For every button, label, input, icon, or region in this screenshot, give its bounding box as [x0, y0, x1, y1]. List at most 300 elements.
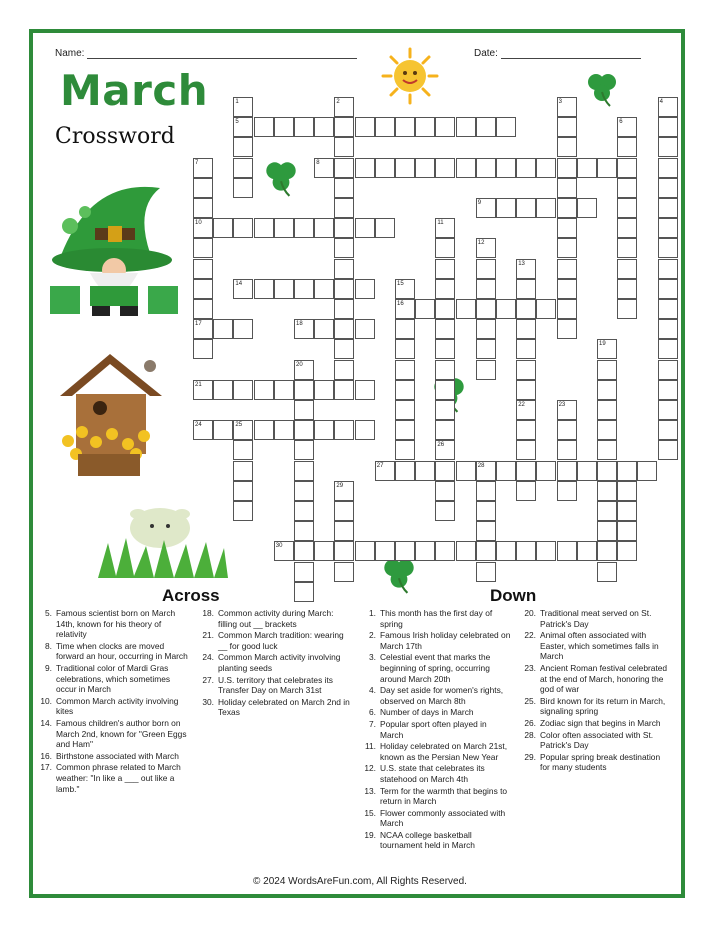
clue-text: Color often associated with St. Patrick's Day	[540, 729, 654, 751]
grid-cell[interactable]	[415, 117, 435, 137]
grid-cell[interactable]	[233, 178, 253, 198]
grid-cell[interactable]	[597, 481, 617, 501]
clue-text: Zodiac sign that begins in March	[540, 717, 661, 728]
grid-cell[interactable]	[597, 158, 617, 178]
grid-cell[interactable]	[233, 380, 253, 400]
grid-cell[interactable]	[476, 117, 496, 137]
grid-cell[interactable]	[658, 198, 678, 218]
grid-cell[interactable]	[516, 481, 536, 501]
grid-cell[interactable]	[334, 501, 354, 521]
grid-cell[interactable]	[355, 218, 375, 238]
grid-cell[interactable]	[334, 562, 354, 582]
clue-item	[522, 752, 672, 773]
grid-cell[interactable]	[294, 562, 314, 582]
grid-cell[interactable]	[294, 461, 314, 481]
clue-item	[38, 718, 188, 750]
grid-cell[interactable]	[274, 117, 294, 137]
grid-cell[interactable]	[597, 360, 617, 380]
birdhouse-illustration	[50, 346, 170, 483]
clue-item	[522, 608, 672, 629]
clue-number: 26.	[524, 717, 536, 728]
grid-cell[interactable]	[314, 117, 334, 137]
grid-cell[interactable]	[233, 440, 253, 460]
grid-cell[interactable]	[516, 461, 536, 481]
grid-cell[interactable]	[557, 178, 577, 198]
grid-cell[interactable]	[334, 380, 354, 400]
grid-cell[interactable]	[294, 582, 314, 602]
grid-cell[interactable]	[536, 461, 556, 481]
grid-cell[interactable]	[334, 158, 354, 178]
grid-cell[interactable]	[435, 420, 455, 440]
lamb-illustration	[98, 498, 228, 583]
clue-item	[200, 652, 350, 673]
grid-number: 3	[558, 99, 562, 105]
clue-text: Birthstone associated with March	[56, 750, 179, 761]
grid-cell[interactable]	[435, 339, 455, 359]
grid-cell[interactable]	[435, 158, 455, 178]
grid-cell[interactable]	[557, 440, 577, 460]
grid-number: 30	[275, 543, 283, 550]
grid-cell[interactable]	[375, 218, 395, 238]
grid-cell[interactable]	[617, 137, 637, 157]
grid-cell[interactable]	[213, 380, 233, 400]
shamrock-icon	[260, 156, 302, 203]
grid-cell[interactable]	[617, 481, 637, 501]
grid-cell[interactable]	[557, 461, 577, 481]
clue-text: Famous scientist born on March 14th, known for his theory of relativity	[56, 608, 176, 640]
grid-cell[interactable]	[476, 279, 496, 299]
grid-cell[interactable]	[233, 319, 253, 339]
grid-cell[interactable]	[597, 420, 617, 440]
grid-cell[interactable]	[415, 541, 435, 561]
clue-text: Common March activity involving kites	[56, 695, 179, 717]
grid-cell[interactable]	[456, 117, 476, 137]
grid-number: 16	[397, 301, 404, 307]
clue-text: U.S. territory that celebrates its Transfer Day on March 31st	[218, 674, 333, 696]
grid-cell[interactable]	[658, 420, 678, 440]
grid-cell[interactable]	[456, 299, 476, 319]
grid-cell[interactable]	[516, 360, 536, 380]
clue-number: 28.	[524, 729, 536, 740]
grid-cell[interactable]	[597, 541, 617, 561]
grid-cell[interactable]	[294, 380, 314, 400]
grid-cell[interactable]	[254, 117, 274, 137]
grid-cell[interactable]	[415, 158, 435, 178]
grid-cell[interactable]	[395, 461, 415, 481]
grid-cell[interactable]	[334, 420, 354, 440]
grid-cell[interactable]	[557, 279, 577, 299]
grid-cell[interactable]	[314, 420, 334, 440]
grid-cell[interactable]	[617, 218, 637, 238]
grid-cell[interactable]	[516, 279, 536, 299]
grid-cell[interactable]	[435, 238, 455, 258]
clue-number: 13.	[364, 785, 376, 796]
grid-cell[interactable]	[395, 440, 415, 460]
clue-number: 8.	[45, 640, 52, 651]
grid-cell[interactable]	[516, 541, 536, 561]
grid-cell[interactable]	[395, 420, 415, 440]
clue-text: Common March tradition: wearing __ for good luck	[218, 630, 344, 651]
grid-cell[interactable]	[294, 481, 314, 501]
grid-cell[interactable]	[294, 521, 314, 541]
grid-cell[interactable]	[274, 420, 294, 440]
grid-cell[interactable]	[395, 400, 415, 420]
grid-cell[interactable]	[617, 461, 637, 481]
grid-cell[interactable]	[597, 380, 617, 400]
clue-number: 27.	[202, 674, 214, 685]
clue-text: U.S. state that celebrates its statehood on March 4th	[380, 763, 485, 784]
clue-text: Day set aside for women's rights, observed on March 8th	[380, 685, 504, 706]
clue-text: Famous children's author born on March 2nd, known for "Green Eggs and Ham"	[56, 717, 187, 750]
grid-cell[interactable]	[617, 178, 637, 198]
grid-cell[interactable]	[658, 238, 678, 258]
grid-cell[interactable]	[617, 521, 637, 541]
grid-cell[interactable]	[213, 218, 233, 238]
grid-cell[interactable]	[496, 198, 516, 218]
grid-cell[interactable]	[435, 501, 455, 521]
grid-cell[interactable]	[496, 299, 516, 319]
grid-cell[interactable]	[193, 259, 213, 279]
grid-cell[interactable]	[193, 178, 213, 198]
grid-cell[interactable]	[435, 541, 455, 561]
grid-cell[interactable]	[314, 319, 334, 339]
grid-cell[interactable]	[658, 360, 678, 380]
grid-cell[interactable]	[476, 360, 496, 380]
grid-cell[interactable]	[395, 117, 415, 137]
grid-cell[interactable]	[274, 279, 294, 299]
grid-cell[interactable]	[375, 541, 395, 561]
grid-cell[interactable]	[658, 319, 678, 339]
grid-cell[interactable]	[435, 461, 455, 481]
grid-cell[interactable]	[254, 380, 274, 400]
clue-item	[200, 630, 350, 651]
grid-cell[interactable]	[355, 158, 375, 178]
clue-text: Traditional meat served on St. Patrick's Day	[540, 608, 652, 629]
grid-cell[interactable]	[355, 279, 375, 299]
grid-cell[interactable]	[557, 198, 577, 218]
grid-cell[interactable]	[233, 158, 253, 178]
grid-cell[interactable]	[395, 339, 415, 359]
grid-cell[interactable]	[658, 218, 678, 238]
clue-number: 23.	[524, 662, 536, 673]
grid-cell[interactable]	[536, 158, 556, 178]
grid-cell[interactable]	[334, 238, 354, 258]
grid-cell[interactable]	[435, 380, 455, 400]
grid-cell[interactable]	[435, 400, 455, 420]
clue-item	[522, 718, 672, 729]
grid-cell[interactable]	[536, 299, 556, 319]
grid-cell[interactable]	[233, 218, 253, 238]
grid-cell[interactable]	[254, 279, 274, 299]
grid-cell[interactable]	[536, 198, 556, 218]
grid-cell[interactable]	[334, 178, 354, 198]
clue-text: NCAA college basketball tournament held in March	[380, 829, 475, 851]
grid-number: 19	[599, 341, 606, 348]
grid-cell[interactable]	[557, 420, 577, 440]
grid-cell[interactable]	[355, 319, 375, 339]
grid-number: 8	[316, 159, 320, 166]
grid-cell[interactable]	[577, 461, 597, 481]
clue-number: 24.	[202, 652, 214, 663]
grid-cell[interactable]	[617, 299, 637, 319]
grid-cell[interactable]	[435, 117, 455, 137]
grid-cell[interactable]	[355, 541, 375, 561]
grid-number: 20	[296, 361, 303, 368]
grid-cell[interactable]	[617, 158, 637, 178]
grid-number: 24	[195, 422, 202, 429]
grid-cell[interactable]	[577, 541, 597, 561]
grid-cell[interactable]	[658, 259, 678, 279]
grid-cell[interactable]	[294, 420, 314, 440]
grid-number: 29	[336, 482, 344, 489]
grid-cell[interactable]	[233, 501, 253, 521]
grid-cell[interactable]	[334, 541, 354, 561]
grid-cell[interactable]	[658, 137, 678, 157]
grid-number: 14	[235, 280, 243, 287]
grid-cell[interactable]	[637, 461, 657, 481]
grid-cell[interactable]	[254, 420, 274, 440]
grid-cell[interactable]	[557, 259, 577, 279]
clue-item	[38, 696, 188, 717]
grid-cell[interactable]	[415, 461, 435, 481]
grid-number: 5	[235, 119, 239, 126]
grid-cell[interactable]	[274, 218, 294, 238]
grid-cell[interactable]	[395, 541, 415, 561]
grid-cell[interactable]	[294, 440, 314, 460]
grid-cell[interactable]	[658, 117, 678, 137]
grid-cell[interactable]	[334, 198, 354, 218]
grid-cell[interactable]	[496, 158, 516, 178]
clue-number: 30.	[202, 696, 214, 707]
grid-number: 4	[659, 99, 663, 105]
grid-cell[interactable]	[597, 461, 617, 481]
clue-number: 14.	[40, 717, 52, 728]
grid-cell[interactable]	[557, 117, 577, 137]
grid-cell[interactable]	[658, 440, 678, 460]
grid-cell[interactable]	[294, 279, 314, 299]
clue-item	[522, 696, 672, 717]
clue-item	[362, 707, 512, 718]
grid-cell[interactable]	[516, 198, 536, 218]
grid-cell[interactable]	[557, 238, 577, 258]
grid-cell[interactable]	[557, 319, 577, 339]
grid-cell[interactable]	[213, 420, 233, 440]
sun-icon	[380, 46, 440, 106]
grid-cell[interactable]	[496, 541, 516, 561]
grid-cell[interactable]	[658, 279, 678, 299]
grid-cell[interactable]	[597, 440, 617, 460]
clue-item	[362, 808, 512, 829]
clue-number: 6.	[369, 707, 376, 718]
grid-cell[interactable]	[516, 440, 536, 460]
grid-cell[interactable]	[476, 299, 496, 319]
grid-cell[interactable]	[476, 481, 496, 501]
across-clues-column-2	[200, 608, 350, 719]
grid-cell[interactable]	[597, 400, 617, 420]
grid-cell[interactable]	[334, 259, 354, 279]
clue-item	[38, 663, 188, 695]
grid-cell[interactable]	[294, 541, 314, 561]
grid-cell[interactable]	[658, 299, 678, 319]
grid-cell[interactable]	[435, 360, 455, 380]
grid-cell[interactable]	[476, 521, 496, 541]
grid-cell[interactable]	[557, 541, 577, 561]
clue-number: 29.	[524, 751, 536, 762]
grid-cell[interactable]	[395, 319, 415, 339]
grid-cell[interactable]	[597, 521, 617, 541]
grid-cell[interactable]	[617, 501, 637, 521]
grid-cell[interactable]	[536, 541, 556, 561]
grid-cell[interactable]	[334, 319, 354, 339]
grid-cell[interactable]	[476, 339, 496, 359]
grid-cell[interactable]	[658, 400, 678, 420]
grid-cell[interactable]	[496, 117, 516, 137]
grid-cell[interactable]	[617, 541, 637, 561]
grid-cell[interactable]	[516, 299, 536, 319]
grid-cell[interactable]	[375, 117, 395, 137]
grid-cell[interactable]	[193, 238, 213, 258]
grid-cell[interactable]	[254, 218, 274, 238]
grid-number: 10	[195, 220, 202, 227]
clue-text: Number of days in March	[380, 707, 474, 718]
grid-cell[interactable]	[193, 279, 213, 299]
grid-number: 23	[558, 402, 566, 408]
grid-cell[interactable]	[395, 380, 415, 400]
grid-cell[interactable]	[294, 400, 314, 420]
grid-cell[interactable]	[395, 158, 415, 178]
grid-cell[interactable]	[476, 541, 496, 561]
grid-cell[interactable]	[334, 137, 354, 157]
grid-cell[interactable]	[314, 218, 334, 238]
grid-cell[interactable]	[314, 380, 334, 400]
grid-cell[interactable]	[577, 158, 597, 178]
clue-number: 17.	[40, 762, 52, 773]
grid-cell[interactable]	[476, 501, 496, 521]
grid-cell[interactable]	[334, 299, 354, 319]
grid-cell[interactable]	[516, 380, 536, 400]
grid-number: 11	[437, 220, 444, 227]
grid-cell[interactable]	[314, 541, 334, 561]
grid-cell[interactable]	[355, 117, 375, 137]
clue-item	[38, 641, 188, 662]
date-field[interactable]	[474, 48, 641, 59]
grid-cell[interactable]	[456, 541, 476, 561]
grid-cell[interactable]	[476, 158, 496, 178]
grid-cell[interactable]	[435, 259, 455, 279]
grid-cell[interactable]	[375, 158, 395, 178]
clue-text: Popular spring break destination for many students	[540, 751, 661, 773]
grid-cell[interactable]	[334, 279, 354, 299]
grid-cell[interactable]	[658, 380, 678, 400]
clue-item	[362, 741, 512, 762]
across-clues-column-1	[38, 608, 188, 795]
grid-cell[interactable]	[435, 319, 455, 339]
grid-cell[interactable]	[193, 198, 213, 218]
clue-item	[200, 608, 350, 629]
grid-cell[interactable]	[516, 319, 536, 339]
grid-cell[interactable]	[294, 218, 314, 238]
grid-cell[interactable]	[516, 420, 536, 440]
grid-cell[interactable]	[557, 299, 577, 319]
grid-cell[interactable]	[193, 299, 213, 319]
grid-cell[interactable]	[617, 238, 637, 258]
grid-cell[interactable]	[415, 299, 435, 319]
name-field[interactable]	[55, 48, 357, 59]
grid-cell[interactable]	[456, 461, 476, 481]
grid-cell[interactable]	[476, 562, 496, 582]
grid-cell[interactable]	[395, 360, 415, 380]
grid-cell[interactable]	[658, 339, 678, 359]
grid-number: 15	[397, 280, 404, 287]
grid-cell[interactable]	[617, 259, 637, 279]
grid-cell[interactable]	[516, 158, 536, 178]
grid-cell[interactable]	[557, 137, 577, 157]
grid-cell[interactable]	[314, 279, 334, 299]
clue-item	[522, 663, 672, 695]
grid-cell[interactable]	[334, 360, 354, 380]
grid-cell[interactable]	[213, 319, 233, 339]
grid-cell[interactable]	[435, 299, 455, 319]
grid-cell[interactable]	[496, 461, 516, 481]
grid-cell[interactable]	[294, 117, 314, 137]
grid-cell[interactable]	[658, 178, 678, 198]
grid-cell[interactable]	[334, 117, 354, 137]
clue-item	[200, 675, 350, 696]
clue-text: Celestial event that marks the beginning of spring, occurring around March 20th	[380, 652, 491, 684]
clue-item	[362, 652, 512, 684]
grid-cell[interactable]	[294, 501, 314, 521]
clue-item	[362, 630, 512, 651]
grid-number: 28	[477, 462, 485, 469]
grid-cell[interactable]	[355, 380, 375, 400]
grid-cell[interactable]	[456, 158, 476, 178]
grid-cell[interactable]	[617, 198, 637, 218]
grid-cell[interactable]	[435, 279, 455, 299]
name-underline	[87, 48, 357, 59]
clue-number: 22.	[524, 630, 536, 641]
grid-cell[interactable]	[597, 501, 617, 521]
grid-cell[interactable]	[233, 461, 253, 481]
grid-cell[interactable]	[334, 339, 354, 359]
grid-cell[interactable]	[334, 521, 354, 541]
grid-cell[interactable]	[597, 562, 617, 582]
grid-cell[interactable]	[355, 420, 375, 440]
across-heading: Across	[162, 586, 220, 605]
grid-cell[interactable]	[435, 481, 455, 501]
grid-number: 1	[235, 99, 239, 105]
grid-cell[interactable]	[617, 279, 637, 299]
page-title: March	[60, 66, 209, 115]
grid-cell[interactable]	[476, 259, 496, 279]
grid-cell[interactable]	[557, 218, 577, 238]
grid-cell[interactable]	[516, 339, 536, 359]
grid-cell[interactable]	[557, 158, 577, 178]
grid-cell[interactable]	[274, 380, 294, 400]
grid-cell[interactable]	[658, 158, 678, 178]
clue-number: 16.	[40, 750, 52, 761]
clue-item	[38, 608, 188, 640]
grid-cell[interactable]	[233, 481, 253, 501]
grid-cell[interactable]	[233, 137, 253, 157]
grid-cell[interactable]	[557, 481, 577, 501]
clue-text: Popular sport often played in March	[380, 718, 487, 740]
clue-number: 12.	[364, 763, 376, 774]
clue-number: 2.	[369, 630, 376, 641]
grid-cell[interactable]	[577, 198, 597, 218]
grid-cell[interactable]	[334, 218, 354, 238]
grid-cell[interactable]	[476, 319, 496, 339]
grid-cell[interactable]	[193, 339, 213, 359]
